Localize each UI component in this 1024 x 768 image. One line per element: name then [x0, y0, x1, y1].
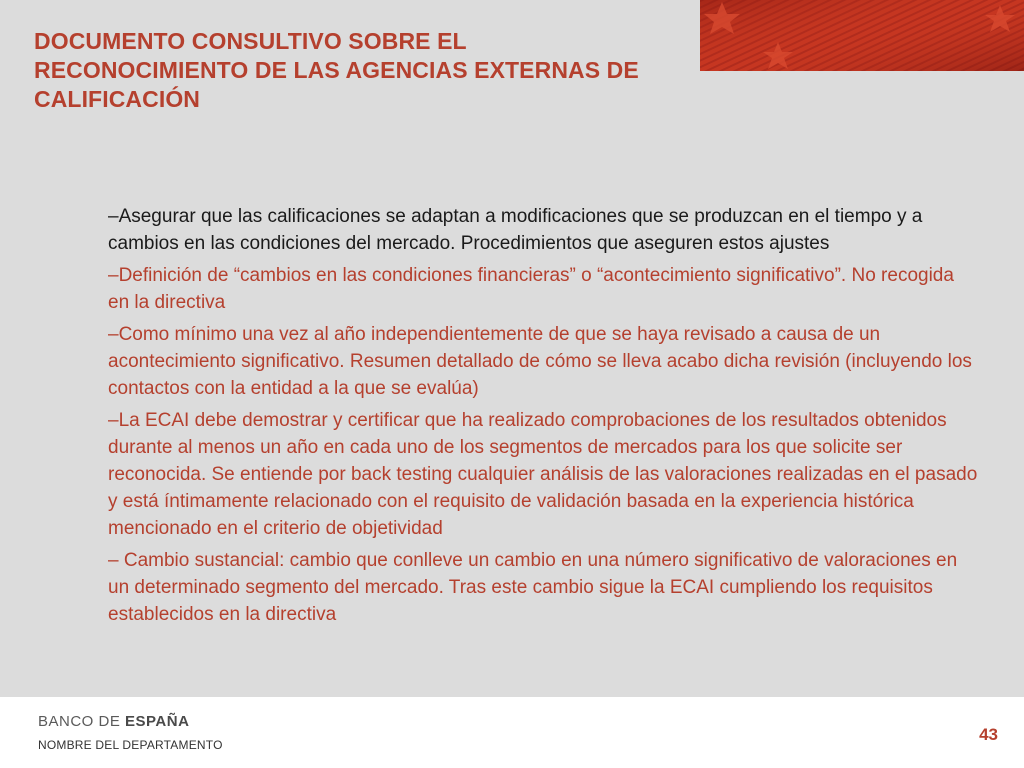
page-number: 43	[979, 725, 998, 744]
bullet-item: –Como mínimo una vez al año independientemente de que se haya revisado a causa de un acontecimiento significativo. Resumen detallado de cómo se lleva acabo dicha revisión (incluyendo los contactos con la entidad a la que se evalúa)	[108, 324, 972, 399]
logo-text-espana: ESPAÑA	[125, 713, 190, 730]
department-name: NOMBRE DEL DEPARTAMENTO	[38, 738, 223, 752]
bullet-list	[108, 203, 978, 633]
footer	[0, 697, 1024, 768]
flag-banner-image	[700, 0, 1024, 71]
bullet-item: –La ECAI debe demostrar y certificar que ha realizado comprobaciones de los resultados obtenidos durante al menos un año en cada uno de los segmentos de mercados para los que solicite ser reconocida. Se entiende por back testing cualquier análisis de las valoraciones realizadas en el pasado y está íntimamente relacionado con el requisito de validación basada en la experiencia histórica mencionado en el criterio de objetividad	[108, 410, 978, 539]
bullet-item: –Definición de “cambios en las condiciones financieras” o “acontecimiento significativo”. No recogida en la directiva	[108, 265, 954, 313]
flag-banner-graphic	[700, 0, 1024, 71]
logo-text-banco: BANCO DE	[38, 713, 126, 730]
bank-logo	[38, 713, 189, 730]
slide-title: DOCUMENTO CONSULTIVO SOBRE EL RECONOCIMIENTO DE LAS AGENCIAS EXTERNAS DE CALIFICACIÓN	[34, 28, 639, 112]
bullet-item: –Asegurar que las calificaciones se adaptan a modificaciones que se produzcan en el tiempo y a cambios en las condiciones del mercado. Procedimientos que aseguren estos ajustes	[108, 206, 923, 254]
bullet-item: – Cambio sustancial: cambio que conlleve un cambio en una número significativo de valoraciones en un determinado segmento del mercado. Tras este cambio sigue la ECAI cumpliendo los requisitos establecidos en la directiva	[108, 550, 958, 625]
